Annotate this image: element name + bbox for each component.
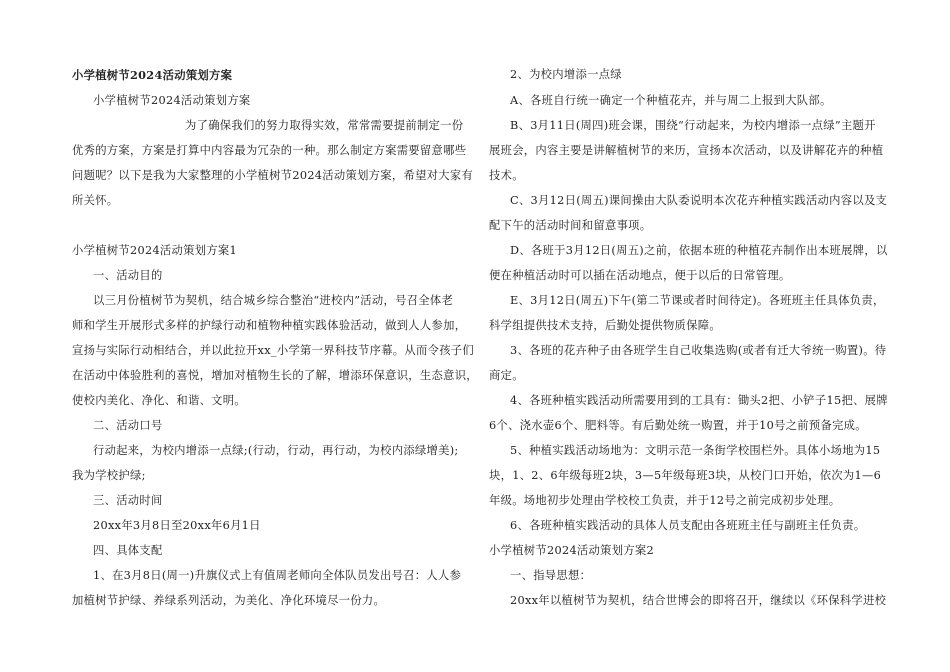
heading-time: 三、活动时间 [93, 494, 163, 507]
item-3-line-1: 3、各班的花卉种子由各班学生自己收集选购(或者有迁大爷统一购置)。待 [510, 344, 887, 357]
item-4-line-2: 6个、浇水壶6个、肥料等。有后勤处统一购置，并于10号之前预备完成。 [489, 419, 867, 432]
item-b-line-3: 技术。 [489, 169, 524, 182]
item-2-heading: 2、为校内增添一点绿 [510, 68, 622, 81]
section-1-title: 小学植树节2024活动策划方案1 [72, 244, 238, 257]
item-5-line-1: 5、种植实践活动场地为：文明示范一条街学校围栏外。具体小场地为15 [510, 444, 881, 457]
heading-purpose: 一、活动目的 [93, 269, 163, 282]
intro-line-2: 优秀的方案，方案是打算中内容最为冗杂的一种。那么制定方案需要留意哪些 [72, 144, 467, 157]
item-4-line-1: 4、各班种植实践活动所需要用到的工具有：锄头2把、小铲子15把、展牌 [510, 394, 888, 407]
document-title: 小学植树节2024活动策划方案 [72, 68, 233, 82]
purpose-line-5: 使校内美化、净化、和谐、文明。 [72, 394, 246, 407]
item-b-line-1: B、3月11日(周四)班会课，围绕“行动起来，为校内增添一点绿”主题开 [510, 119, 876, 132]
purpose-line-3: 宣扬与实际行动相结合，并以此拉开xx_小学第一界科技节序幕。从而令孩子们 [72, 344, 474, 357]
purpose-line-2: 师和学生开展形式多样的护绿行动和植物种植实践体验活动，做到人人参加， [72, 319, 467, 332]
intro-line-4: 所关怀。 [72, 194, 119, 207]
document-subtitle: 小学植树节2024活动策划方案 [93, 94, 251, 107]
heading-arrangement: 四、具体支配 [93, 544, 163, 557]
item-d-line-2: 便在种植活动时可以插在活动地点，便于以后的日常管理。 [489, 269, 791, 282]
intro-line-3: 问题呢？以下是我为大家整理的小学植树节2024活动策划方案，希望对大家有 [72, 169, 474, 182]
arrangement-line-1: 1、在3月8日(周一)升旗仪式上有值周老师向全体队员发出号召：人人参 [93, 569, 462, 582]
item-a: A、各班自行统一确定一个种植花卉，并与周二上报到大队部。 [510, 94, 832, 107]
slogan-line-1: 行动起来，为校内增添一点绿;(行动，行动，再行动，为校内添绿增美); [93, 444, 459, 457]
item-5-line-2: 块，1、2、6年级每班2块，3—5年级每班3块，从校门口开始，依次为1—6 [489, 469, 882, 482]
heading-slogan: 二、活动口号 [93, 419, 163, 432]
item-e-line-2: 科学组提供技术支持，后勤处提供物质保障。 [489, 319, 721, 332]
item-c-line-2: 配下午的活动时间和留意事项。 [489, 219, 652, 232]
intro-line-1: 为了确保我们的努力取得实效，常常需要提前制定一份 [185, 119, 464, 132]
item-e-line-1: E、3月12日(周五)下午(第二节课或者时间待定)。各班班主任具体负责， [510, 294, 885, 307]
slogan-line-2: 我为学校护绿; [72, 469, 146, 482]
guiding-idea-line-1: 20xx年以植树节为契机，结合世博会的即将召开，继续以《环保科学进校 [510, 594, 887, 607]
item-3-line-2: 商定。 [489, 369, 524, 382]
item-c-line-1: C、3月12日(周五)课间操由大队委说明本次花卉种植实践活动内容以及支 [510, 194, 888, 207]
item-5-line-3: 年级。场地初步处理由学校校工负责，并于12号之前完成初步处理。 [489, 494, 841, 507]
section-2-title: 小学植树节2024活动策划方案2 [489, 544, 655, 557]
item-6: 6、各班种植实践活动的具体人员支配由各班班主任与副班主任负责。 [510, 519, 866, 532]
purpose-line-1: 以三月份植树节为契机，结合城乡综合整治“进校内”活动，号召全体老 [93, 294, 454, 307]
time-line: 20xx年3月8日至20xx年6月1日 [93, 519, 261, 532]
item-b-line-2: 展班会，内容主要是讲解植树节的来历，宣扬本次活动，以及讲解花卉的种植 [489, 144, 884, 157]
arrangement-line-2: 加植树节护绿、养绿系列活动，为美化、净化环境尽一份力。 [72, 594, 386, 607]
item-d-line-1: D、各班于3月12日(周五)之前，依据本班的种植花卉制作出本班展牌，以 [510, 244, 888, 257]
purpose-line-4: 在活动中体验胜利的喜悦，增加对植物生长的了解，增添环保意识，生态意识， [72, 369, 478, 382]
heading-guiding-idea: 一、指导思想： [510, 569, 592, 582]
